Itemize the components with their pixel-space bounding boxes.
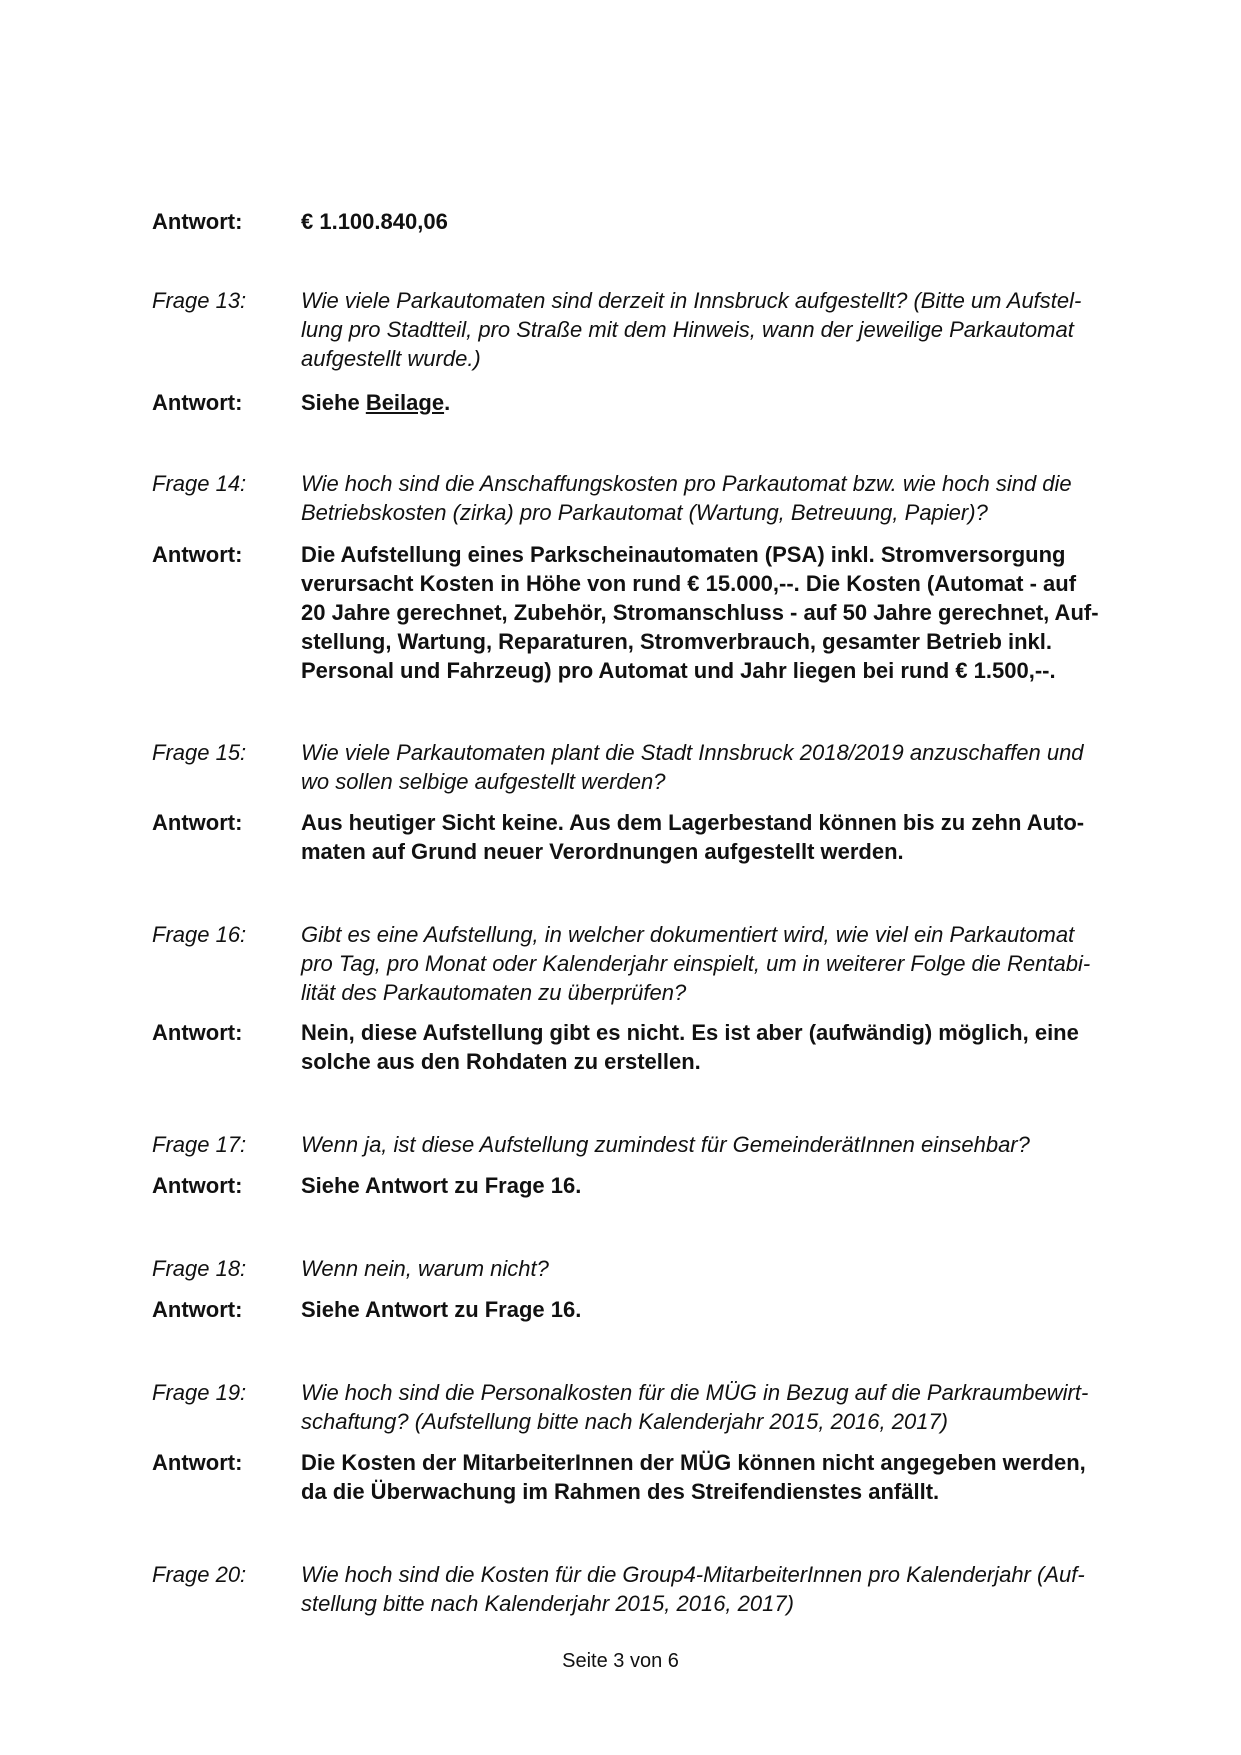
question-label: Frage 13: <box>152 288 247 313</box>
text-line: solche aus den Rohdaten zu erstellen. <box>301 1049 701 1074</box>
text-line: Nein, diese Aufstellung gibt es nicht. Es ist aber (aufwändig) möglich, eine <box>301 1020 1079 1045</box>
answer-text: Siehe Antwort zu Frage 16. <box>301 1173 582 1198</box>
text-line: stellung, Wartung, Reparaturen, Stromverbrauch, gesamter Betrieb inkl. <box>301 629 1053 654</box>
answer-label: Antwort: <box>152 390 243 415</box>
text-line: 20 Jahre gerechnet, Zubehör, Stromanschluss - auf 50 Jahre gerechnet, Auf- <box>301 600 1099 625</box>
text-line: lität des Parkautomaten zu überprüfen? <box>301 980 687 1005</box>
text-line: Wie hoch sind die Personalkosten für die MÜG in Bezug auf die Parkraumbewirt- <box>301 1380 1089 1405</box>
text-line: Die Kosten der MitarbeiterInnen der MÜG können nicht angegeben werden, <box>301 1450 1086 1475</box>
question-label: Frage 17: <box>152 1132 247 1157</box>
text-line: Wie hoch sind die Kosten für die Group4-MitarbeiterInnen pro Kalenderjahr (Auf- <box>301 1562 1085 1587</box>
text-line: aufgestellt wurde.) <box>301 346 481 371</box>
question-text <box>301 1130 1131 1159</box>
text-line: da die Überwachung im Rahmen des Streifendienstes anfällt. <box>301 1479 940 1504</box>
answer-text: Siehe Antwort zu Frage 16. <box>301 1297 582 1322</box>
question-label: Frage 15: <box>152 740 247 765</box>
question-label: Frage 16: <box>152 922 247 947</box>
answer-text <box>301 808 1131 866</box>
answer-label: Antwort: <box>152 1173 243 1198</box>
text-line: Betriebskosten (zirka) pro Parkautomat (Wartung, Betreuung, Papier)? <box>301 500 988 525</box>
question-text <box>301 738 1131 796</box>
answer-text: € 1.100.840,06 <box>301 209 448 234</box>
answer-text <box>301 388 1131 417</box>
answer-suffix: . <box>444 390 451 415</box>
text-line: maten auf Grund neuer Verordnungen aufgestellt werden. <box>301 839 904 864</box>
question-text <box>301 286 1131 373</box>
text-line: stellung bitte nach Kalenderjahr 2015, 2016, 2017) <box>301 1591 794 1616</box>
answer-label: Antwort: <box>152 810 243 835</box>
answer-text <box>301 540 1131 685</box>
answer-text <box>301 1018 1131 1076</box>
beilage-link[interactable]: Beilage <box>365 390 445 415</box>
text-line: pro Tag, pro Monat oder Kalenderjahr einspielt, um in weiterer Folge die Rentabi- <box>301 951 1091 976</box>
text-line: verursacht Kosten in Höhe von rund € 15.000,--. Die Kosten (Automat - auf <box>301 571 1077 596</box>
question-text <box>301 469 1131 527</box>
text-line: Wenn ja, ist diese Aufstellung zumindest für GemeinderätInnen einsehbar? <box>301 1132 1030 1157</box>
question-label: Frage 14: <box>152 471 247 496</box>
question-text <box>301 1254 1131 1283</box>
question-label: Frage 18: <box>152 1256 247 1281</box>
question-label: Frage 20: <box>152 1562 247 1587</box>
answer-label: Antwort: <box>152 1297 243 1322</box>
text-line: Die Aufstellung eines Parkscheinautomaten (PSA) inkl. Stromversorgung <box>301 542 1066 567</box>
text-line: wo sollen selbige aufgestellt werden? <box>301 769 666 794</box>
answer-label: Antwort: <box>152 542 243 567</box>
text-line: schaftung? (Aufstellung bitte nach Kalenderjahr 2015, 2016, 2017) <box>301 1409 949 1434</box>
answer-label: Antwort: <box>152 209 243 234</box>
answer-prefix: Siehe <box>301 390 366 415</box>
text-line: Wenn nein, warum nicht? <box>301 1256 549 1281</box>
text-line: Wie viele Parkautomaten plant die Stadt Innsbruck 2018/2019 anzuschaffen und <box>301 740 1084 765</box>
text-line: Aus heutiger Sicht keine. Aus dem Lagerbestand können bis zu zehn Auto- <box>301 810 1085 835</box>
text-line: Personal und Fahrzeug) pro Automat und Jahr liegen bei rund € 1.500,--. <box>301 658 1056 683</box>
question-label: Frage 19: <box>152 1380 247 1405</box>
text-line: Gibt es eine Aufstellung, in welcher dokumentiert wird, wie viel ein Parkautomat <box>301 922 1075 947</box>
answer-label: Antwort: <box>152 1020 243 1045</box>
page-number: Seite 3 von 6 <box>562 1650 679 1672</box>
text-line: Wie hoch sind die Anschaffungskosten pro Parkautomat bzw. wie hoch sind die <box>301 471 1072 496</box>
question-text <box>301 920 1131 1007</box>
text-line: Wie viele Parkautomaten sind derzeit in Innsbruck aufgestellt? (Bitte um Aufstel- <box>301 288 1082 313</box>
text-line: lung pro Stadtteil, pro Straße mit dem Hinweis, wann der jeweilige Parkautomat <box>301 317 1074 342</box>
answer-label: Antwort: <box>152 1450 243 1475</box>
question-text <box>301 1560 1131 1618</box>
answer-text <box>301 1448 1131 1506</box>
question-text <box>301 1378 1131 1436</box>
